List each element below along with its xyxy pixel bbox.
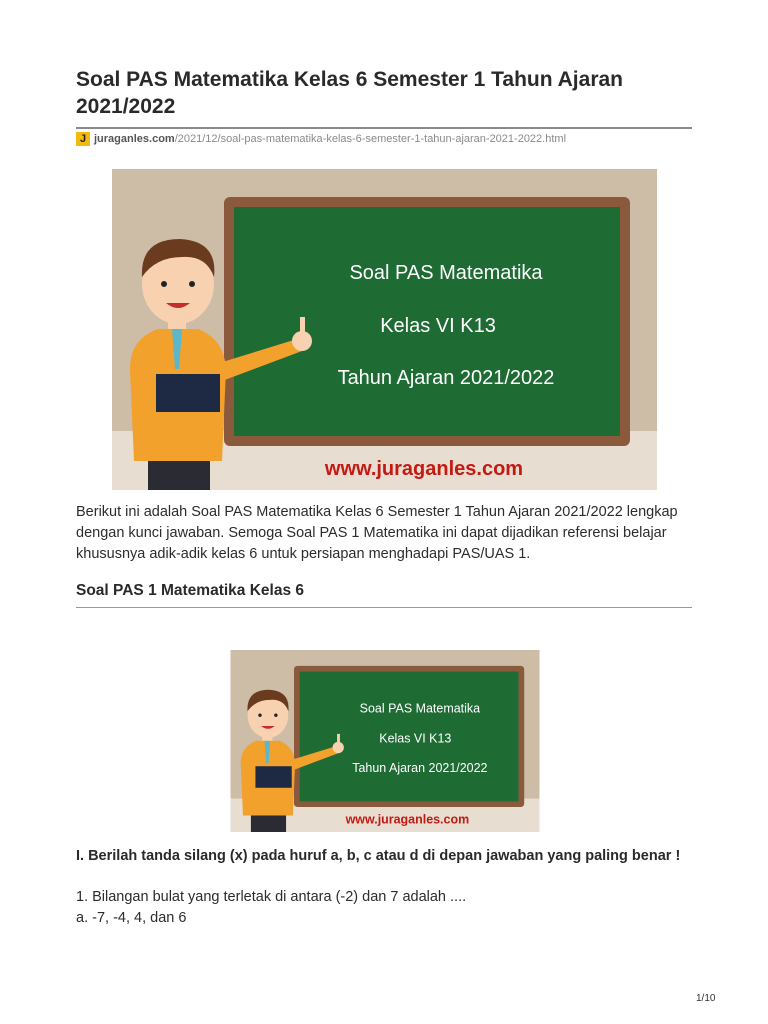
source-domain[interactable]: juraganles.com <box>94 132 175 145</box>
hero-image <box>112 169 657 490</box>
instruction-text: I. Berilah tanda silang (x) pada huruf a, b, c atau d di depan jawaban yang paling benar ! <box>76 848 681 864</box>
hero-website: www.juraganles.com <box>324 458 524 480</box>
hero-line-1: Soal PAS Matematika <box>349 262 543 284</box>
site-logo-icon: J <box>76 132 90 146</box>
section-image-website: www.juraganles.com <box>345 812 470 827</box>
source-path[interactable]: /2021/12/soal-pas-matematika-kelas-6-semester-1-tahun-ajaran-2021-2022.html <box>174 132 567 145</box>
page-number: 1/10 <box>696 993 716 1004</box>
intro-paragraph: Berikut ini adalah Soal PAS Matematika Kelas 6 Semester 1 Tahun Ajaran 2021/2022 lengkap dengan kunci jawaban. Semoga Soal PAS 1 Matematika ini dapat dijadikan referensi belajar khususnya adik-adik kelas 6 untuk persiapan menghadapi PAS/UAS 1. <box>76 504 678 562</box>
section-divider <box>76 607 692 608</box>
hero-line-2: Kelas VI K13 <box>380 315 496 337</box>
section-image-line-3: Tahun Ajaran 2021/2022 <box>352 760 488 775</box>
page-title: Soal PAS Matematika Kelas 6 Semester 1 Tahun Ajaran 2021/2022 <box>76 68 623 118</box>
source-line <box>76 132 566 146</box>
question-1-option-a: a. -7, -4, 4, dan 6 <box>76 910 187 926</box>
section-image <box>230 650 540 832</box>
title-divider <box>76 127 692 129</box>
section-heading: Soal PAS 1 Matematika Kelas 6 <box>76 582 305 599</box>
section-image-line-1: Soal PAS Matematika <box>359 701 481 716</box>
hero-line-3: Tahun Ajaran 2021/2022 <box>337 367 555 389</box>
section-image-line-2: Kelas VI K13 <box>379 731 452 746</box>
question-1: 1. Bilangan bulat yang terletak di antara (-2) dan 7 adalah .... <box>76 889 467 905</box>
